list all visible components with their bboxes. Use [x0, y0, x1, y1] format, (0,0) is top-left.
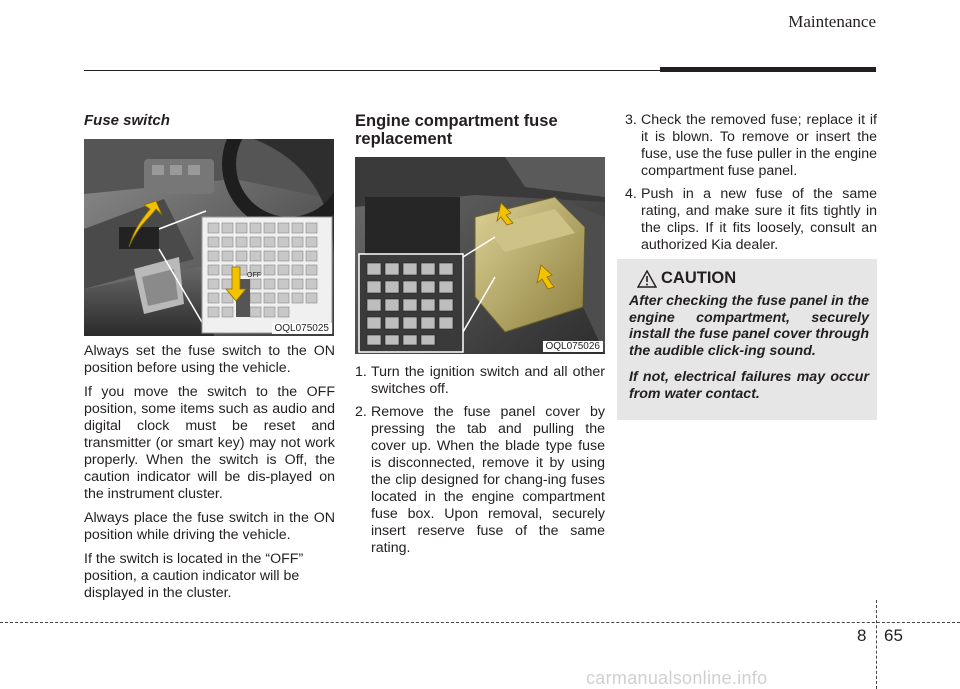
fuse-switch-off-tag: OFF [247, 272, 261, 279]
caution-box [617, 259, 877, 420]
page-number: 65 [884, 626, 903, 645]
engine-fuse-illustration [355, 157, 605, 354]
middle-column [355, 112, 605, 148]
figure-code-left: OQL075025 [272, 323, 333, 334]
left-paragraph: If the switch is located in the “OFF” position, a caution indicator will be displayed in the cluster. [84, 551, 304, 601]
caution-paragraph: After checking the fuse panel in the engine compartment, securely install the fuse panel cover through the audible click-ing sound. [629, 293, 869, 359]
fuse-switch-heading: Fuse switch [84, 112, 170, 129]
caution-body [629, 293, 869, 412]
step-item [355, 364, 605, 398]
step-number: 2. [355, 404, 367, 420]
left-paragraph: Always place the fuse switch in the ON position while driving the vehicle. [84, 510, 335, 543]
step-number: 3. [625, 112, 637, 128]
footer-vertical-rule [876, 600, 877, 689]
header-rule-thick [660, 67, 876, 72]
step-number: 4. [625, 186, 637, 202]
left-text [84, 343, 335, 609]
right-steps [625, 112, 877, 260]
warning-triangle-icon [637, 270, 657, 288]
watermark: carmanualsonline.info [586, 668, 768, 688]
chapter-number: 8 [857, 626, 867, 645]
step-text: Push in a new fuse of the same rating, and make sure it fits tightly in the clips. If it fits loosely, consult an authorized Kia dealer. [641, 186, 877, 253]
engine-fuse-heading: Engine compartment fuse replacement [355, 112, 558, 148]
left-paragraph: Always set the fuse switch to the ON position before using the vehicle. [84, 343, 335, 376]
left-paragraph: If you move the switch to the OFF position, some items such as audio and digital clock must be reset and transmitter (or smart key) may not work properly. When the switch is Off, the caution indicator will be dis-played on the instrument cluster. [84, 384, 335, 502]
step-text: Check the removed fuse; replace it if it is blown. To remove or insert the fuse, use the fuse puller in the engine compartment fuse panel. [641, 112, 877, 179]
left-column [84, 112, 334, 129]
header-rule-thin [84, 70, 660, 71]
footer-dashed-rule [0, 622, 960, 623]
caution-paragraph: If not, electrical failures may occur from water contact. [629, 369, 869, 402]
step-text: Turn the ignition switch and all other switches off. [371, 364, 605, 397]
step-text: Remove the fuse panel cover by pressing the tab and pulling the cover up. When the blade type fuse is disconnected, remove it by using the clip designed for chang-ing fuses located in the engine compartment fuse box. Upon removal, securely insert reserve fuse of the same rating. [371, 404, 605, 556]
section-title: Maintenance [788, 12, 876, 31]
fuse-switch-figure [84, 139, 334, 336]
step-item [625, 112, 877, 180]
step-item [355, 404, 605, 557]
caution-title: CAUTION [661, 269, 737, 287]
middle-steps [355, 364, 605, 563]
fuse-switch-illustration [84, 139, 334, 336]
figure-code-middle: OQL075026 [543, 341, 604, 352]
step-item [625, 186, 877, 254]
step-number: 1. [355, 364, 367, 380]
engine-fuse-figure [355, 157, 605, 354]
